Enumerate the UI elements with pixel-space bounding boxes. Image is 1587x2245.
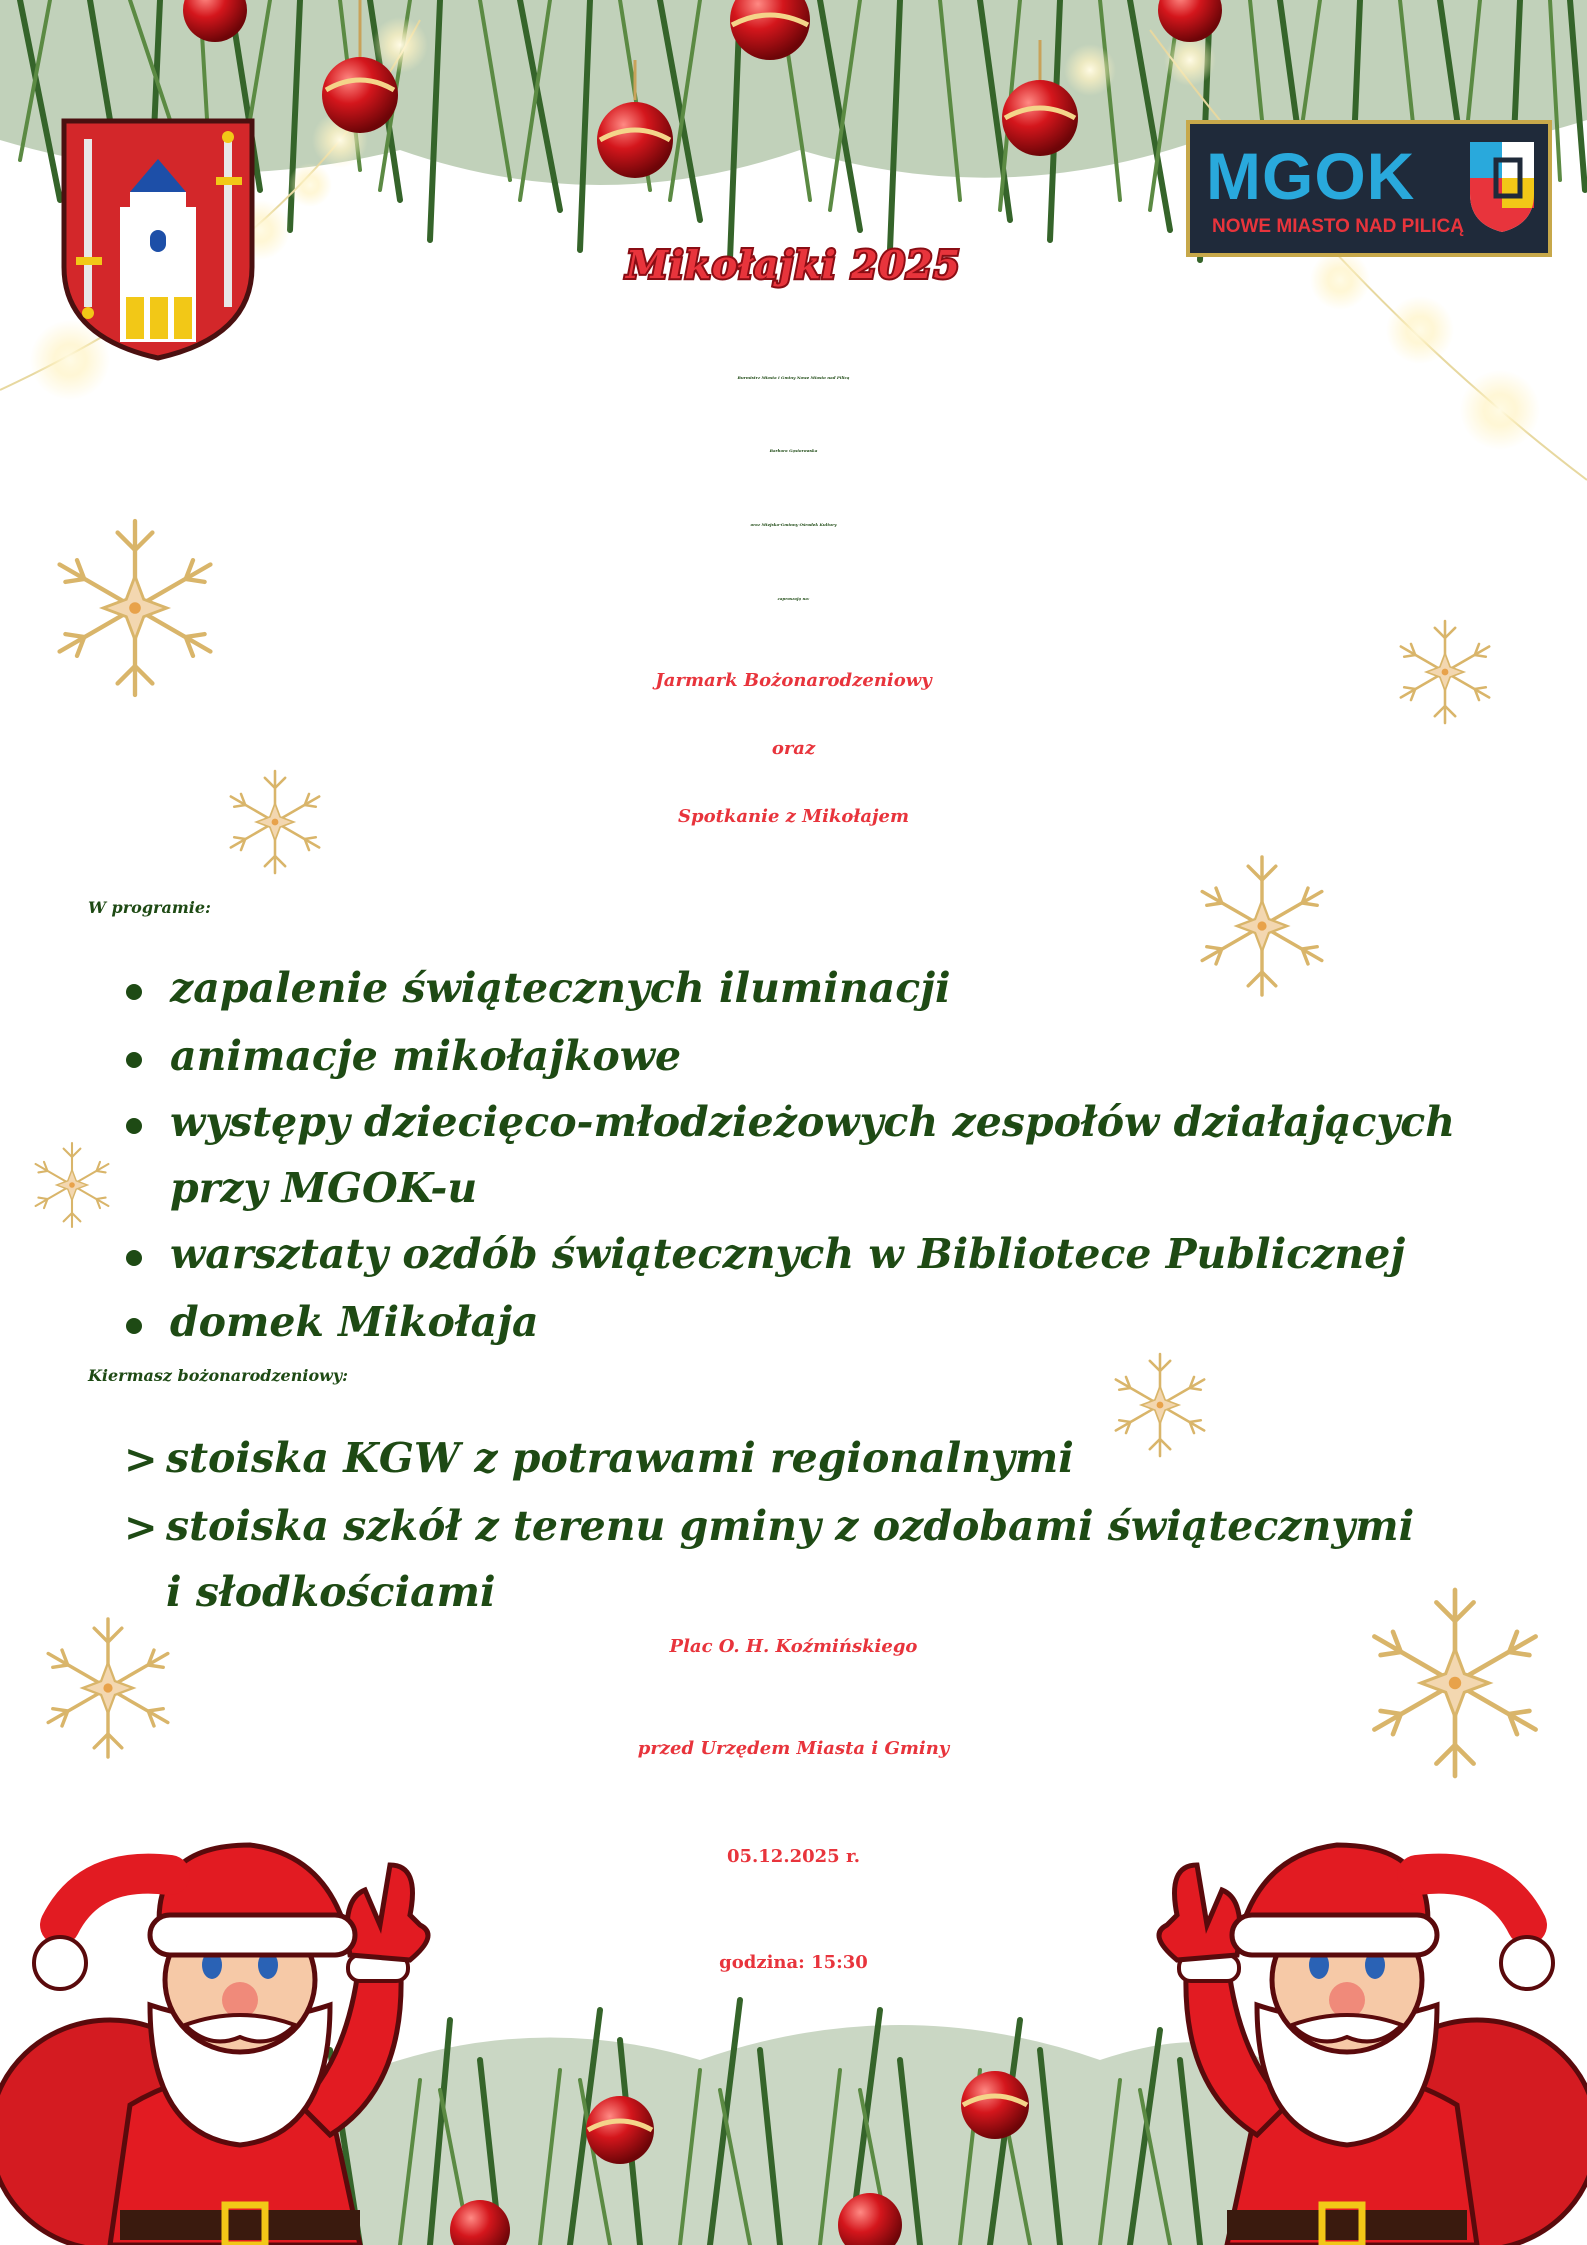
program-item: domek Mikołaja [170, 1298, 539, 1346]
snowflake-icon [1202, 857, 1322, 995]
program-item: zapalenie świątecznych iluminacji [170, 964, 951, 1012]
fair-item: stoiska KGW z potrawami regionalnymi [166, 1434, 1074, 1482]
program-item: występy dziecięco-młodzieżowych zespołów działających [170, 1098, 1456, 1146]
event-line-3: Spotkanie z Mikołajem [677, 806, 909, 827]
location-line-2: przed Urzędem Miasta i Gminy [637, 1738, 950, 1759]
chevron-right-icon: > [124, 1436, 158, 1483]
santa-claus-right-icon [1137, 1805, 1587, 2245]
santa-claus-left-icon [0, 1805, 450, 2245]
hosts-line-4: zapraszają na: [777, 596, 810, 601]
bullet-icon [126, 984, 142, 1000]
fair-heading: Kiermasz bożonarodzeniowy: [88, 1366, 349, 1385]
fair-item-continuation: i słodkościami [166, 1568, 496, 1616]
program-item: warsztaty ozdób świątecznych w Bibliotece Publicznej [170, 1230, 1406, 1278]
hosts-line-2: Barbara Gąsiorowska [769, 448, 818, 453]
hosts-line-3: oraz Miejsko-Gminny Ośrodek Kultury [750, 522, 837, 527]
mgok-shield-icon [1466, 138, 1538, 234]
location-line-1: Plac O. H. Koźmińskiego [669, 1636, 918, 1657]
city-coat-of-arms-icon [58, 117, 258, 362]
chevron-right-icon: > [124, 1504, 158, 1551]
bullet-icon [126, 1250, 142, 1266]
mgok-logo [1186, 120, 1552, 257]
event-time: godzina: 15:30 [719, 1952, 868, 1973]
bullet-icon [126, 1318, 142, 1334]
hosts-line-1: Burmistrz Miasta i Gminy Nowe Miasto nad Pilicą [737, 375, 850, 380]
poster-title: Mikołajki 2025 [626, 242, 961, 287]
bullet-icon [126, 1118, 142, 1134]
event-date: 05.12.2025 r. [726, 1846, 861, 1867]
event-line-1: Jarmark Bożonarodzeniowy [655, 670, 932, 691]
snowflake-icon [60, 521, 211, 695]
event-line-2: oraz [771, 738, 816, 759]
program-item-continuation: przy MGOK-u [170, 1164, 478, 1212]
snowflake-icon [36, 1143, 109, 1227]
mgok-logo-name: MGOK [1206, 139, 1416, 213]
program-item: animacje mikołajkowe [170, 1032, 682, 1080]
mgok-logo-subtitle: NOWE MIASTO NAD PILICĄ [1212, 216, 1464, 237]
program-heading: W programie: [88, 898, 211, 917]
bullet-icon [126, 1052, 142, 1068]
snowflake-icon [1116, 1354, 1204, 1456]
fair-item: stoiska szkół z terenu gminy z ozdobami świątecznymi [166, 1502, 1415, 1550]
